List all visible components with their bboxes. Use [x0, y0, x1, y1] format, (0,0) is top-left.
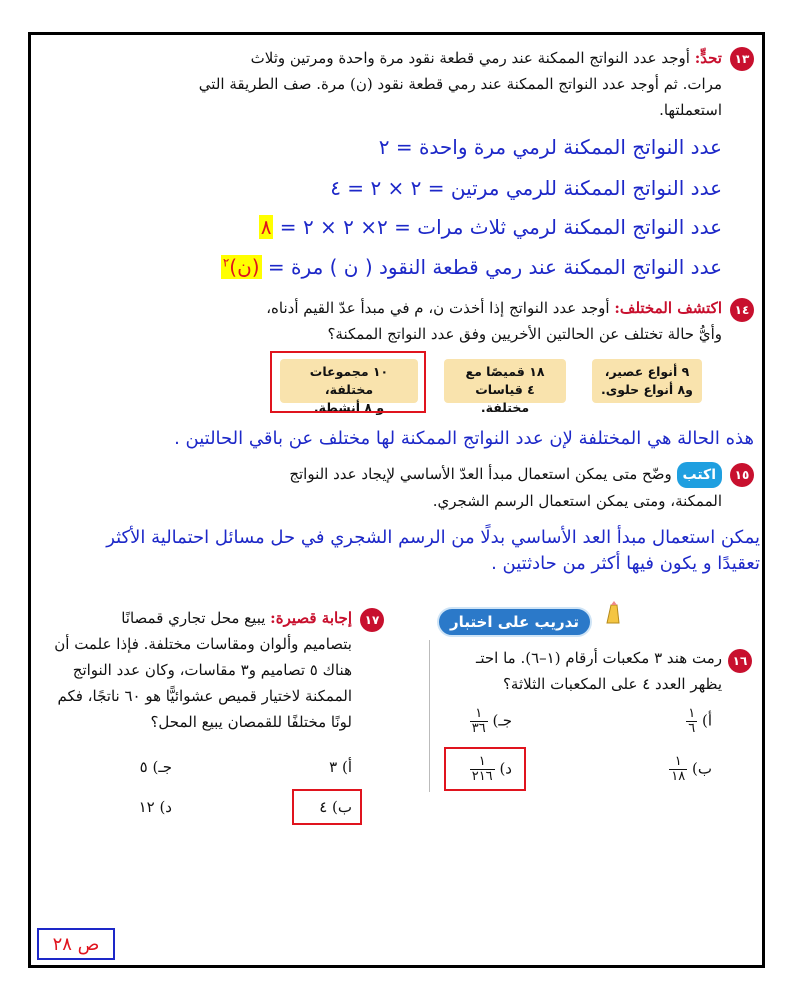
question-16-number: ١٦ [728, 649, 752, 673]
option-16-b [669, 755, 712, 784]
question-17-line3: هناك ٥ تصاميم و٣ مقاسات، وكان عدد النواتج [72, 661, 352, 679]
answer-13-line3-value: ٨ [260, 215, 272, 239]
option-16-b-label: ب) [692, 759, 712, 778]
answer-13-line2: عدد النواتج الممكنة للرمي مرتين = ٢ × ٢ = ٤ [330, 176, 722, 200]
question-15-number: ١٥ [730, 463, 754, 487]
question-13-text [62, 45, 722, 123]
question-13-line3: استعملتها. [659, 101, 722, 119]
answer-13-line1: عدد النواتج الممكنة لرمي مرة واحدة = ٢ [378, 135, 722, 159]
card1-line1: ٩ أنواع عصير، [604, 364, 690, 379]
question-17-line2: بتصاميم وألوان ومقاسات مختلفة. فإذا علمت أن [54, 635, 352, 653]
selected-answer-box-14 [270, 351, 426, 413]
selected-answer-box-16 [444, 747, 526, 791]
option-16-b-fraction: $\frac{١}{١٨}$ [671, 754, 686, 784]
answer-14: هذه الحالة هي المختلفة لإن عدد النواتج الممكنة لها مختلف عن باقي الحالتين . [174, 428, 754, 449]
card1-line2: و٨ أنواع حلوى. [601, 382, 693, 397]
option-17-b: ب) ٤ [319, 798, 352, 816]
answer-13-line3-text: عدد النواتج الممكنة لرمي ثلاث مرات = ٢× ٢ × ٢ = [273, 215, 722, 239]
option-16-d-fraction: $\frac{١}{٢١٦}$ [471, 754, 493, 784]
answer-15-line1: يمكن استعمال مبدأ العد الأساسي بدلًا من الرسم الشجري في حل مسائل احتمالية الأكثر [106, 527, 760, 548]
answer-13-line4-value [221, 255, 262, 279]
answer-13-line4-base: (ن) [229, 255, 260, 279]
option-16-a-label: أ) [701, 711, 712, 730]
option-17-d: د) ١٢ [138, 798, 172, 816]
card2-line2: ٤ قياسات مختلفة. [475, 382, 535, 415]
question-14-text [82, 295, 722, 347]
answer-15 [32, 525, 760, 577]
option-card-shirts [444, 359, 566, 415]
question-13-number: ١٣ [730, 47, 754, 71]
option-16-c-label: جـ) [492, 711, 512, 730]
option-16-a-fraction: $\frac{١}{٦}$ [688, 706, 696, 736]
page-frame [28, 32, 765, 968]
option-16-c [470, 707, 512, 736]
question-17-line4: الممكنة لاختيار قميص عشوائيًّا هو ٦٠ ناتجًا، فكم [57, 687, 352, 705]
question-17-text [52, 605, 352, 735]
option-card-juice [592, 359, 702, 403]
selected-answer-box-17 [292, 789, 362, 825]
question-14-line1: أوجد عدد النواتج إذا أخذت ن، م في مبدأ عدّ القيم أدناه، [266, 299, 610, 317]
question-16-text [422, 645, 722, 697]
option-17-c: جـ) ٥ [139, 758, 172, 776]
column-divider [429, 640, 430, 792]
test-practice-banner: تدريب على اختبار [437, 607, 592, 637]
question-16-line1: رمت هند ٣ مكعبات أرقام (١–٦). ما احتـ [475, 649, 722, 667]
question-15-text [82, 461, 722, 514]
question-17-number: ١٧ [360, 608, 384, 632]
question-14-line2: وأيُّ حالة تختلف عن الحالتين الأخريين وفق عدد النواتج الممكنة؟ [327, 325, 722, 343]
question-17-label: إجابة قصيرة: [270, 609, 352, 627]
question-15-line1: وضّح متى يمكن استعمال مبدأ العدّ الأساسي لإيجاد عدد النواتج [289, 465, 672, 483]
write-badge: اكتب [677, 462, 722, 488]
question-15-line2: الممكنة، ومتى يمكن استعمال الرسم الشجري. [432, 492, 722, 510]
card2-line1: ١٨ قميصًا مع [465, 364, 545, 379]
answer-13-line3 [259, 215, 722, 239]
pencil-icon [605, 601, 621, 625]
answer-13-line4-exponent: ٢ [222, 255, 230, 270]
question-17-line5: لونًا مختلفًا للقمصان يبيع المحل؟ [150, 713, 352, 731]
answer-13-line4-text: عدد النواتج الممكنة عند رمي قطعة النقود ( ن ) مرة = [261, 255, 722, 279]
answer-15-line2: تعقيدًا و يكون فيها أكثر من حادثتين . [491, 553, 760, 574]
option-16-a [686, 707, 712, 736]
question-14-number: ١٤ [730, 298, 754, 322]
question-13-label: تحدٍّ: [694, 49, 722, 67]
question-16-line2: يظهر العدد ٤ على المكعبات الثلاثة؟ [502, 675, 722, 693]
option-17-a: أ) ٣ [329, 758, 352, 776]
answer-13-line4 [221, 255, 722, 279]
card3-line2: و ٨ أنشطة. [313, 400, 385, 415]
card3-line1: ١٠ مجموعات مختلفة، [309, 364, 389, 397]
option-16-d-label: د) [499, 759, 512, 778]
question-17-line1: يبيع محل تجاري قمصانًا [121, 609, 266, 627]
question-13-line1: أوجد عدد النواتج الممكنة عند رمي قطعة نقود مرة واحدة ومرتين وثلاث [250, 49, 690, 67]
option-16-c-fraction: $\frac{١}{٣٦}$ [471, 706, 486, 736]
page-number: ص ٢٨ [37, 928, 115, 960]
question-13-line2: مرات. ثم أوجد عدد النواتج الممكنة عند رمي قطعة نقود (ن) مرة. صف الطريقة التي [198, 75, 722, 93]
question-14-label: اكتشف المختلف: [614, 299, 722, 317]
